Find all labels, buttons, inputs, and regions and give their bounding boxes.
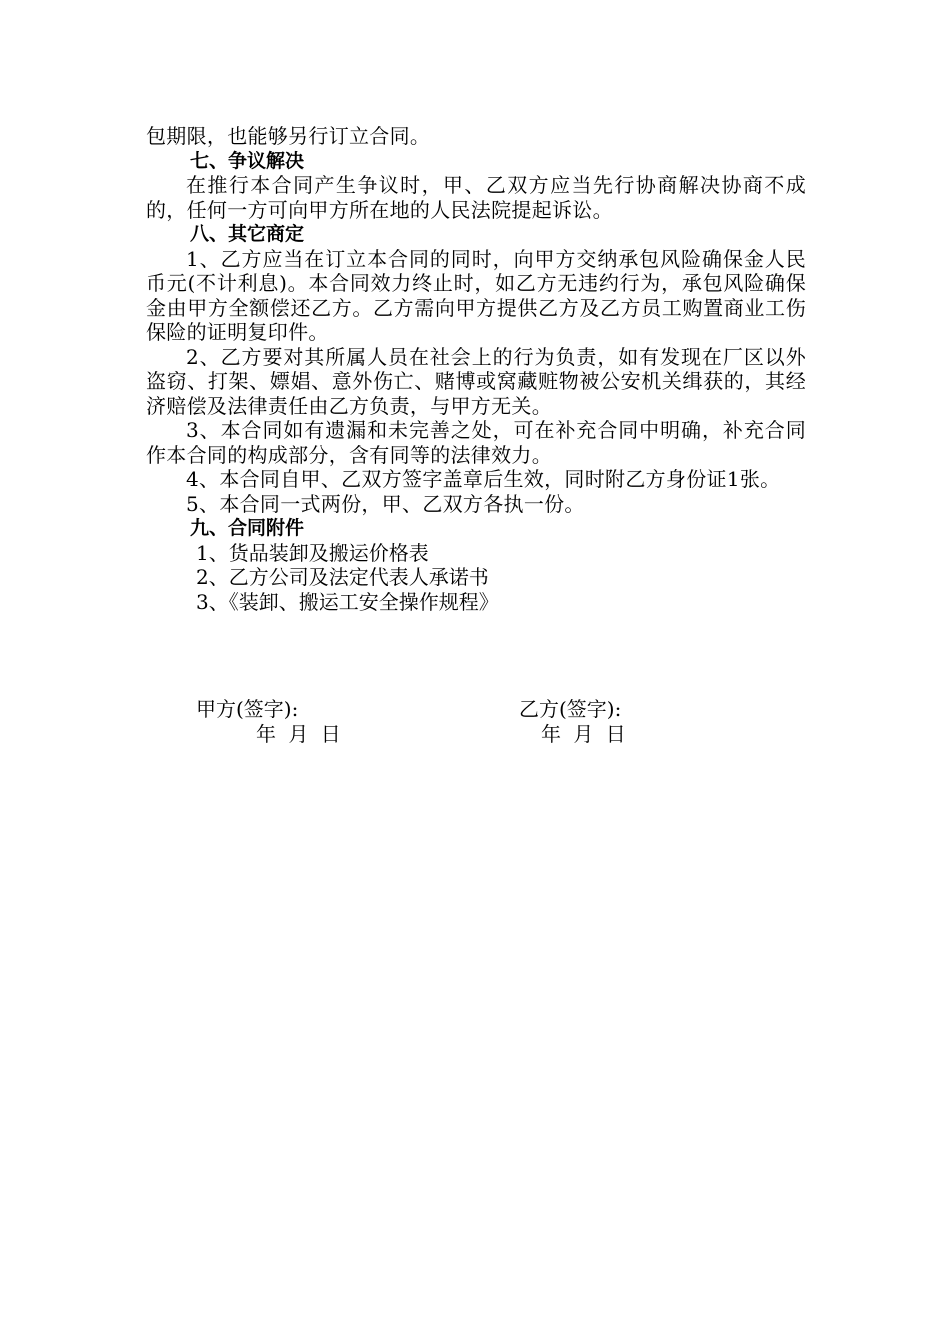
paragraph-other-4: 4、本合同自甲、乙双方签字盖章后生效，同时附乙方身份证1张。 <box>186 467 781 491</box>
contract-body <box>146 124 806 614</box>
paragraph-other-5: 5、本合同一式两份，甲、乙双方各执一份。 <box>186 491 585 516</box>
paragraph-other-3: 3、本合同如有遗漏和未完善之处，可在补充合同中明确，补充合同作本合同的构成部分，含有同等的法律效力。 <box>146 418 806 467</box>
attachment-item-1: 1、货品装卸及搬运价格表 <box>196 540 429 565</box>
party-b-signature-label: 乙方(签字): <box>519 697 622 721</box>
section-heading-other: 八、其它商定 <box>190 223 305 245</box>
party-a-signature-label: 甲方(签字): <box>196 697 299 721</box>
section-heading-dispute: 七、争议解决 <box>190 149 305 172</box>
party-a-signature <box>196 697 341 747</box>
party-b-signature <box>519 697 626 747</box>
party-b-date: 年 月 日 <box>541 722 626 746</box>
party-a-date: 年 月 日 <box>256 722 341 746</box>
attachment-item-2: 2、乙方公司及法定代表人承诺书 <box>196 565 489 589</box>
paragraph-continuation: 包期限，也能够另行订立合同。 <box>146 124 431 148</box>
paragraph-other-2: 2、乙方要对其所属人员在社会上的行为负责，如有发现在厂区以外盗窃、打架、嫖娼、意外伤亡、赌博或窝藏赃物被公安机关缉获的，其经济赔偿及法律责任由乙方负责，与甲方无关。 <box>146 344 806 418</box>
attachment-item-3: 3、《装卸、搬运工安全操作规程》 <box>196 589 499 614</box>
section-heading-attachments: 九、合同附件 <box>190 517 305 539</box>
signature-area <box>146 697 806 757</box>
paragraph-dispute: 在推行本合同产生争议时，甲、乙双方应当先行协商解决协商不成的，任何一方可向甲方所在地的人民法院提起诉讼。 <box>146 173 806 222</box>
paragraph-other-1: 1、乙方应当在订立本合同的同时，向甲方交纳承包风险确保金人民币元(不计利息)。本合同效力终止时，如乙方无违约行为，承包风险确保金由甲方全额偿还乙方。乙方需向甲方提供乙方及乙方员工购置商业工伤保险的证明复印件。 <box>146 246 806 344</box>
